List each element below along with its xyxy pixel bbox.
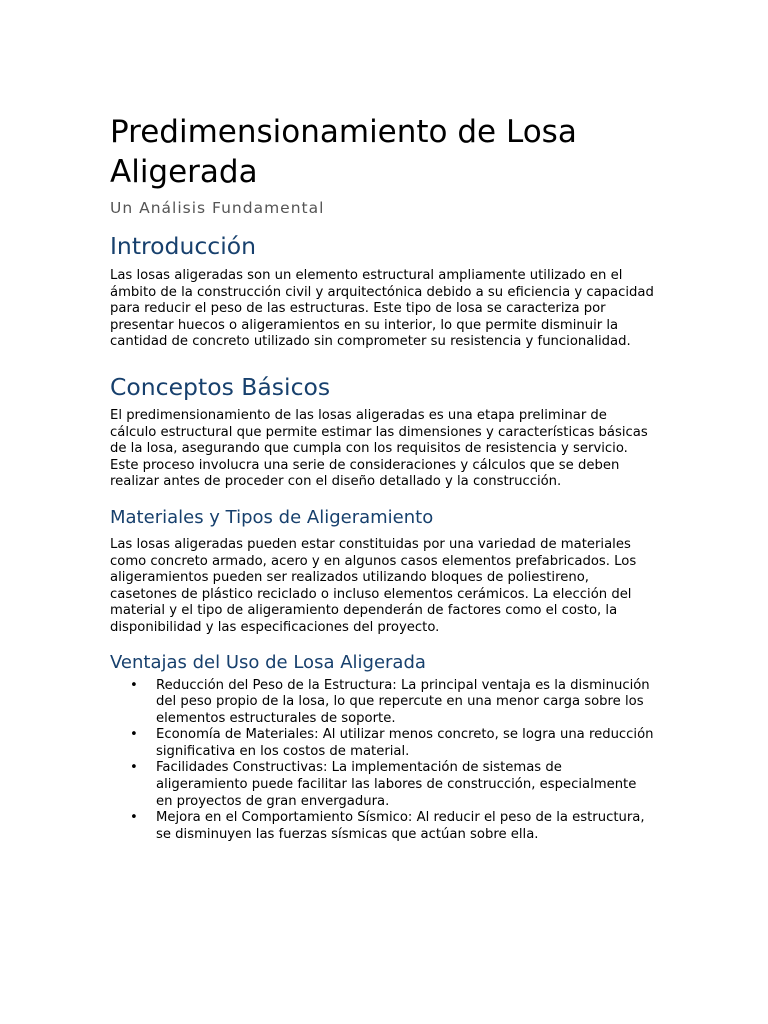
subsection-heading-materiales: Materiales y Tipos de Aligeramiento (110, 506, 434, 528)
document-page (110, 112, 655, 843)
section-heading-introduccion: Introducción (110, 232, 257, 260)
document-title: Predimensionamiento de Losa Aligerada (110, 114, 577, 190)
bullet-icon: • (130, 727, 138, 743)
list-item-text: Facilidades Constructivas: La implementación de sistemas de aligeramiento puede facilitar las labores de construcción, especialmente en proyectos de gran envergadura. (156, 760, 637, 809)
list-item (110, 810, 655, 843)
advantages-list (110, 678, 655, 844)
list-item (110, 727, 655, 760)
list-item-text: Economía de Materiales: Al utilizar menos concreto, se logra una reducción significativa en los costos de material. (156, 727, 654, 759)
list-item-text: Reducción del Peso de la Estructura: La principal ventaja es la disminución del peso propio de la losa, lo que repercute en una menor carga sobre los elementos estructurales de soporte. (156, 677, 650, 726)
section-body-introduccion: Las losas aligeradas son un elemento estructural ampliamente utilizado en el ámbito de la construcción civil y arquitectónica debido a su eficiencia y capacidad para reducir el peso de las estructuras. Este tipo de losa se caracteriza por presentar huecos o aligeramientos en su interior, lo que permite disminuir la cantidad de concreto utilizado sin comprometer su resistencia y funcionalidad. (110, 268, 654, 350)
document-subtitle: Un Análisis Fundamental (110, 199, 325, 217)
subsection-body-materiales: Las losas aligeradas pueden estar constituidas por una variedad de materiales como concreto armado, acero y en algunos casos elementos prefabricados. Los aligeramientos pueden ser realizados utilizando bloques de poliestireno, casetones de plástico reciclado o incluso elementos cerámicos. La elección del material y el tipo de aligeramiento dependerán de factores como el costo, la disponibilidad y las especificaciones del proyecto. (110, 536, 637, 635)
list-item (110, 760, 655, 810)
section-body-conceptos-basicos: El predimensionamiento de las losas aligeradas es una etapa preliminar de cálculo estructural que permite estimar las dimensiones y características básicas de la losa, asegurando que cumpla con los requisitos de resistencia y servicio. Este proceso involucra una serie de consideraciones y cálculos que se deben realizar antes de proceder con el diseño detallado y la construcción. (110, 407, 648, 490)
section-heading-conceptos-basicos: Conceptos Básicos (110, 372, 331, 401)
list-item-text: Mejora en el Comportamiento Sísmico: Al reducir el peso de la estructura, se disminuyen las fuerzas sísmicas que actúan sobre ella. (156, 810, 645, 842)
list-item (110, 678, 655, 728)
subsection-heading-ventajas: Ventajas del Uso de Losa Aligerada (110, 651, 426, 673)
bullet-icon: • (130, 760, 138, 776)
bullet-icon: • (130, 810, 138, 826)
bullet-icon: • (130, 677, 138, 693)
